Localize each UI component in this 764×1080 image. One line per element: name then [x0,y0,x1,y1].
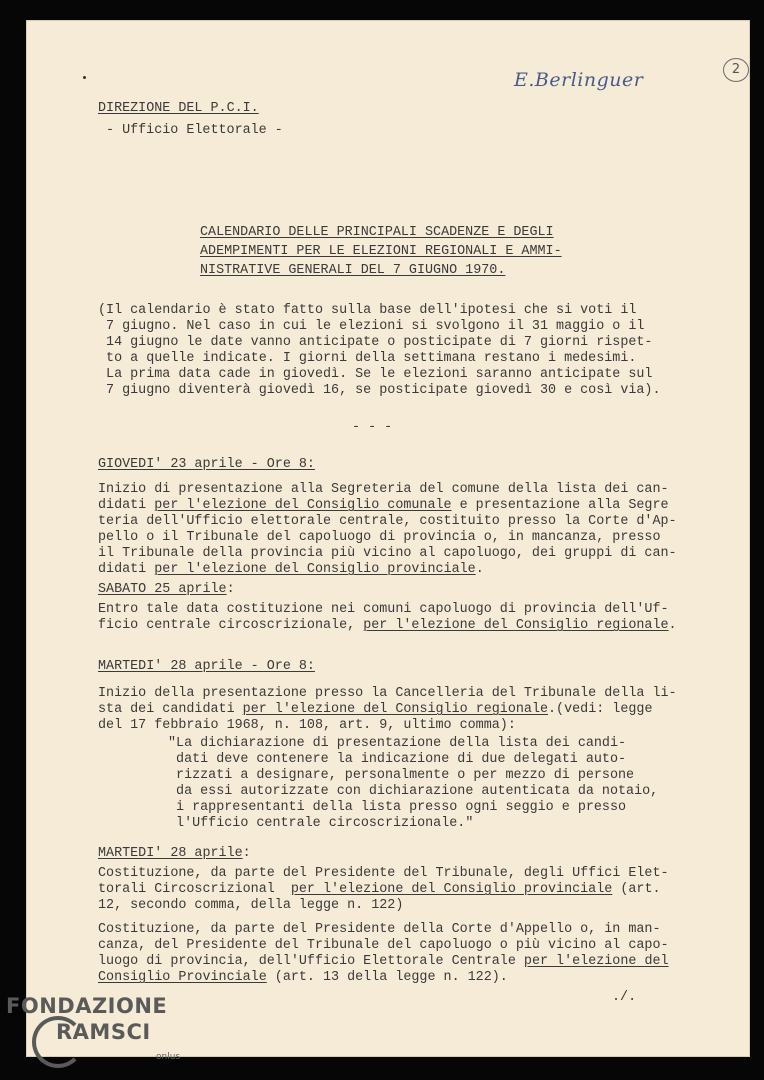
organization-heading: DIREZIONE DEL P.C.I. [98,101,259,116]
separator: - - - [352,420,393,435]
intro-line: La prima data cade in giovedì. Se le elezioni saranno anticipate sul [98,367,653,382]
punch-mark [83,76,86,79]
section-heading: GIOVEDI' 23 aprile - Ore 8: [98,457,315,472]
intro-line: 14 giugno le date vanno anticipate o posticipate di 7 giorni rispet- [98,335,653,350]
body-line: teria dell'Ufficio elettorale centrale, costituito presso la Corte d'Ap- [98,514,677,529]
quote-line: i rappresentanti della lista presso ogni seggio e presso [168,800,627,815]
intro-line: (Il calendario è stato fatto sulla base dell'ipotesi che si voti il [98,303,637,318]
body-line: Costituzione, da parte del Presidente del Tribunale, degli Uffici Elet- [98,866,669,881]
section-heading: SABATO 25 aprile: [98,582,235,597]
body-line: didati per l'elezione del Consiglio comunale e presentazione alla Segre [98,498,669,513]
watermark-line-1: FONDAZIONE [6,994,168,1018]
section-heading: MARTEDI' 28 aprile - Ore 8: [98,659,315,674]
title-line-3: NISTRATIVE GENERALI DEL 7 GIUGNO 1970. [200,263,506,278]
fondazione-gramsci-watermark [6,994,196,1074]
watermark-line-2: RAMSCI [56,1020,151,1044]
page-number-badge: 2 [723,58,749,82]
body-line: Inizio di presentazione alla Segreteria del comune della lista dei can- [98,482,669,497]
quote-line: dati deve contenere la indicazione di due delegati auto- [168,752,627,767]
body-line: sta dei candidati per l'elezione del Consiglio regionale.(vedi: legge [98,702,653,717]
body-line: didati per l'elezione del Consiglio provinciale. [98,562,484,577]
watermark-line-3: onlus [156,1052,181,1062]
intro-line: to a quelle indicate. I giorni della settimana restano i medesimi. [98,351,637,366]
quote-line: da essi autorizzate con dichiarazione autenticata da notaio, [168,784,659,799]
body-line: il Tribunale della provincia più vicino al capoluogo, dei gruppi di can- [98,546,677,561]
body-line: luogo di provincia, dell'Ufficio Elettorale Centrale per l'elezione del [98,954,669,969]
body-line: canza, del Presidente del Tribunale del capoluogo o più vicino al capo- [98,938,669,953]
title-line-2: ADEMPIMENTI PER LE ELEZIONI REGIONALI E AMMI- [200,244,562,259]
body-line: Costituzione, da parte del Presidente della Corte d'Appello o, in man- [98,922,661,937]
document-page [26,20,750,1057]
quote-line: "La dichiarazione di presentazione della lista dei candi- [168,736,627,751]
continuation-mark: ./. [612,990,637,1005]
office-heading: - Ufficio Elettorale - [106,123,283,138]
section-heading: MARTEDI' 28 aprile: [98,846,251,861]
body-line: pello o il Tribunale del capoluogo di provincia o, in mancanza, presso [98,530,661,545]
body-line: Inizio della presentazione presso la Cancelleria del Tribunale della li- [98,686,677,701]
intro-line: 7 giugno diventerà giovedì 16, se posticipate giovedì 30 e così via). [98,383,661,398]
body-line: 12, secondo comma, della legge n. 122) [98,898,404,913]
handwritten-signature: E.Berlinguer [514,69,644,91]
intro-line: 7 giugno. Nel caso in cui le elezioni si svolgono il 31 maggio o il [98,319,645,334]
body-line: Entro tale data costituzione nei comuni capoluogo di provincia dell'Uf- [98,602,669,617]
body-line: Consiglio Provinciale (art. 13 della legge n. 122). [98,970,508,985]
body-line: del 17 febbraio 1968, n. 108, art. 9, ultimo comma): [98,718,516,733]
body-line: ficio centrale circoscrizionale, per l'elezione del Consiglio regionale. [98,618,677,633]
quote-line: l'Ufficio centrale circoscrizionale." [168,816,474,831]
body-line: torali Circoscrizional per l'elezione del Consiglio provinciale (art. [98,882,661,897]
quote-line: rizzati a designare, personalmente o per mezzo di persone [168,768,635,783]
title-line-1: CALENDARIO DELLE PRINCIPALI SCADENZE E DEGLI [200,225,554,240]
